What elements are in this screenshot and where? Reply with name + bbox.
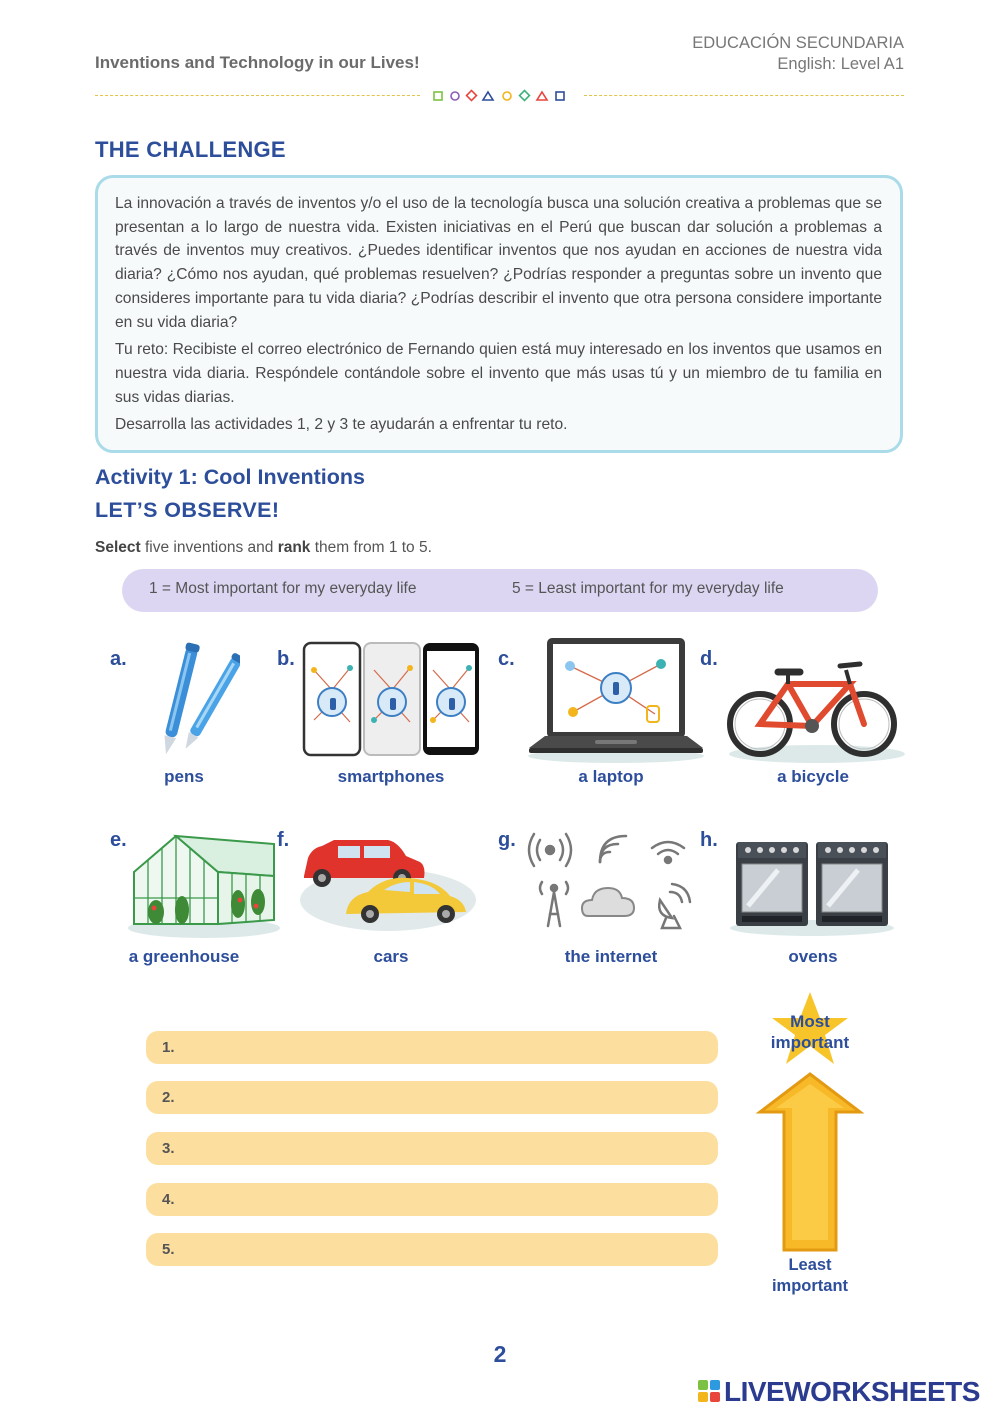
most-line1: Most <box>790 1012 830 1031</box>
item-h-label[interactable]: ovens <box>788 947 838 966</box>
rank-slot-2[interactable]: 2. <box>146 1081 718 1114</box>
scale-most: 1 = Most important for my everyday life <box>149 580 417 597</box>
ovens-icon <box>728 836 896 936</box>
instruction-text <box>95 539 432 557</box>
header-divider-right <box>584 95 904 96</box>
item-g-letter: g. <box>498 829 516 851</box>
least-line1: Least <box>788 1256 832 1274</box>
most-line2: important <box>770 1033 850 1052</box>
observe-heading: LET’S OBSERVE! <box>95 498 280 522</box>
item-f-letter: f. <box>277 829 290 851</box>
item-a-letter: a. <box>110 648 127 670</box>
course-level-line1: EDUCACIÓN SECUNDARIA <box>692 34 904 52</box>
page-number: 2 <box>493 1341 507 1367</box>
pens-icon <box>150 638 240 762</box>
internet-icon <box>524 830 696 930</box>
rank-scale-legend <box>122 569 878 612</box>
header-divider-left <box>95 95 420 96</box>
decorative-shapes-icon <box>432 89 568 103</box>
instruction-rank: rank <box>277 539 311 556</box>
item-c-label[interactable]: a laptop <box>578 767 644 786</box>
item-e-label[interactable]: a greenhouse <box>128 947 240 966</box>
challenge-heading: THE CHALLENGE <box>95 137 286 162</box>
item-d-letter: d. <box>700 648 718 670</box>
challenge-paragraph-1: La innovación a través de inventos y/o el uso de la tecnología busca una solución creativa a problemas que se presentan a lo largo de nuestra vida. Existen iniciativas en el Perú que buscan dar solución a problemas a través de inventos muy creativos. ¿Puedes identificar inventos que nos ayudan en acciones de nuestra vida diaria? ¿Cómo nos ayudan, qué problemas resuelven? ¿Podrías responder a preguntas sobre un invento que consideres importante para tu vida diaria? ¿Podrías describir el invento que otra persona considere importante en su vida diaria? <box>115 195 882 331</box>
challenge-paragraph-3: Desarrolla las actividades 1, 2 y 3 te ayudarán a enfrentar tu reto. <box>115 416 568 434</box>
item-e-letter: e. <box>110 829 127 851</box>
item-b-label[interactable]: smartphones <box>337 767 445 786</box>
item-d-label[interactable]: a bicycle <box>777 767 849 786</box>
laptop-icon <box>525 636 707 764</box>
item-g-label[interactable]: the internet <box>564 947 658 966</box>
item-h-letter: h. <box>700 829 718 851</box>
least-important-label <box>760 1255 860 1297</box>
liveworksheets-brand[interactable]: LIVEWORKSHEETS <box>724 1376 980 1407</box>
item-b-letter: b. <box>277 648 295 670</box>
instruction-select: Select <box>95 539 141 556</box>
smartphones-icon <box>302 640 480 758</box>
activity-heading: Activity 1: Cool Inventions <box>95 465 365 489</box>
instruction-mid: five inventions and <box>140 539 278 556</box>
rank-slot-3[interactable]: 3. <box>146 1132 718 1165</box>
greenhouse-icon <box>126 832 282 940</box>
most-important-label <box>760 1011 860 1053</box>
cars-icon <box>298 836 478 932</box>
rank-slot-4[interactable]: 4. <box>146 1183 718 1216</box>
challenge-box <box>95 175 903 453</box>
course-level-line2: English: Level A1 <box>777 55 904 73</box>
bicycle-icon <box>722 656 908 764</box>
rank-slot-1[interactable]: 1. <box>146 1031 718 1064</box>
liveworksheets-logo-icon <box>698 1380 720 1402</box>
document-title: Inventions and Technology in our Lives! <box>95 53 420 72</box>
item-f-label[interactable]: cars <box>373 947 409 966</box>
course-level <box>692 33 904 75</box>
arrow-up-icon <box>756 1070 864 1256</box>
rank-slot-5[interactable]: 5. <box>146 1233 718 1266</box>
instruction-end: them from 1 to 5. <box>310 539 432 556</box>
scale-least: 5 = Least important for my everyday life <box>512 580 784 597</box>
item-c-letter: c. <box>498 648 515 670</box>
item-a-label[interactable]: pens <box>164 767 204 786</box>
least-line2: important <box>771 1277 849 1295</box>
challenge-paragraph-2: Tu reto: Recibiste el correo electrónico de Fernando quien está muy interesado en los inventos que usamos en nuestra vida diaria. Respóndele contándole sobre el invento que más usas tú y un miembro de tu familia en sus vidas diarias. <box>115 341 882 406</box>
